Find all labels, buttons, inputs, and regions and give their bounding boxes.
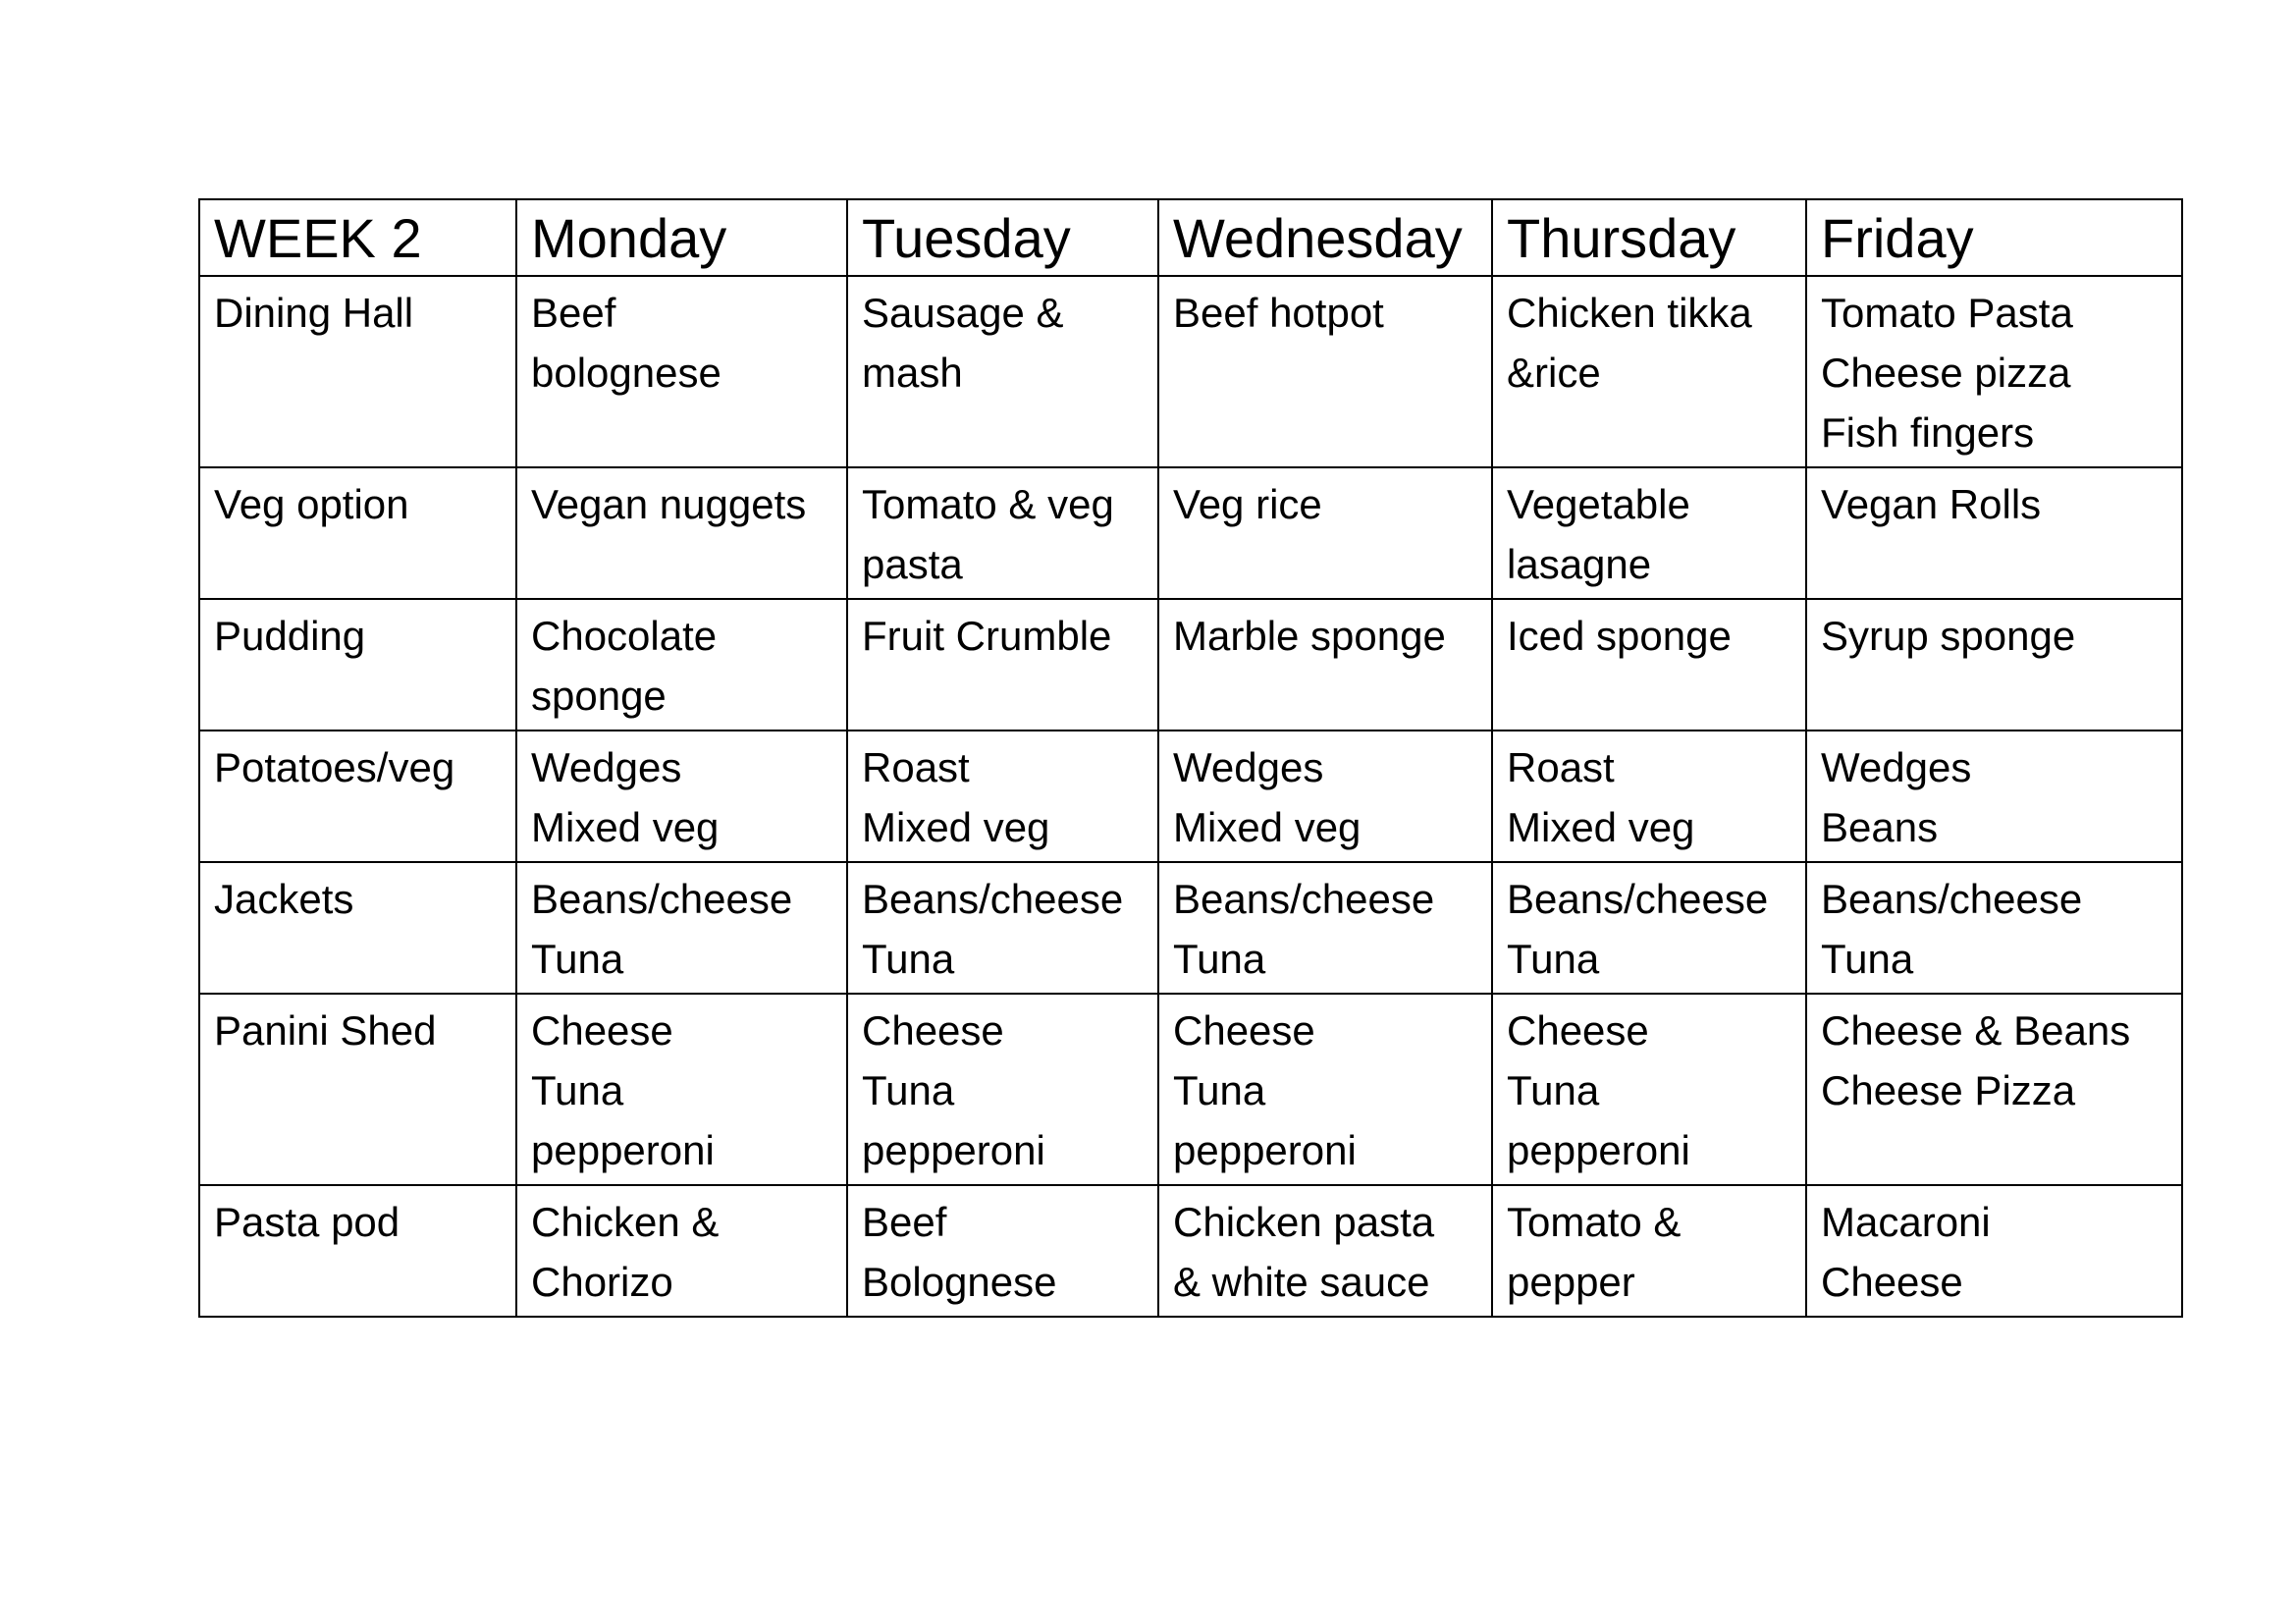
column-header-thursday: Thursday [1492,199,1806,276]
menu-cell-wednesday: Beef hotpot [1158,276,1492,467]
menu-cell-thursday: Iced sponge [1492,599,1806,731]
row-dining-hall [199,276,2182,467]
menu-cell-friday: Syrup sponge [1806,599,2182,731]
row-label: Jackets [199,862,516,994]
menu-cell-wednesday: Wedges Mixed veg [1158,731,1492,862]
row-veg-option [199,467,2182,599]
column-header-friday: Friday [1806,199,2182,276]
menu-cell-wednesday: Cheese Tuna pepperoni [1158,994,1492,1185]
column-header-wednesday: Wednesday [1158,199,1492,276]
menu-cell-monday: Wedges Mixed veg [516,731,847,862]
menu-cell-wednesday: Marble sponge [1158,599,1492,731]
row-label: Potatoes/veg [199,731,516,862]
row-pasta-pod [199,1185,2182,1317]
row-pudding [199,599,2182,731]
menu-cell-thursday: Cheese Tuna pepperoni [1492,994,1806,1185]
menu-cell-thursday: Chicken tikka &rice [1492,276,1806,467]
menu-cell-friday: Vegan Rolls [1806,467,2182,599]
menu-cell-tuesday: Tomato & veg pasta [847,467,1158,599]
row-panini-shed [199,994,2182,1185]
row-label: Pudding [199,599,516,731]
row-label: Dining Hall [199,276,516,467]
menu-cell-monday: Beans/cheese Tuna [516,862,847,994]
row-label: Pasta pod [199,1185,516,1317]
menu-cell-thursday: Beans/cheese Tuna [1492,862,1806,994]
menu-cell-tuesday: Roast Mixed veg [847,731,1158,862]
column-header-monday: Monday [516,199,847,276]
row-label: Veg option [199,467,516,599]
menu-cell-wednesday: Veg rice [1158,467,1492,599]
header-row [199,199,2182,276]
row-label: Panini Shed [199,994,516,1185]
menu-cell-tuesday: Sausage & mash [847,276,1158,467]
menu-cell-tuesday: Fruit Crumble [847,599,1158,731]
menu-cell-friday: Wedges Beans [1806,731,2182,862]
row-jackets [199,862,2182,994]
menu-cell-monday: Vegan nuggets [516,467,847,599]
menu-cell-wednesday: Beans/cheese Tuna [1158,862,1492,994]
menu-cell-tuesday: Beef Bolognese [847,1185,1158,1317]
row-potatoes-veg [199,731,2182,862]
menu-cell-friday: Cheese & Beans Cheese Pizza [1806,994,2182,1185]
menu-cell-wednesday: Chicken pasta & white sauce [1158,1185,1492,1317]
menu-cell-friday: Macaroni Cheese [1806,1185,2182,1317]
menu-cell-tuesday: Beans/cheese Tuna [847,862,1158,994]
menu-cell-thursday: Vegetable lasagne [1492,467,1806,599]
menu-cell-monday: Chicken & Chorizo [516,1185,847,1317]
week-label: WEEK 2 [199,199,516,276]
menu-cell-monday: Beef bolognese [516,276,847,467]
menu-cell-thursday: Tomato & pepper [1492,1185,1806,1317]
menu-cell-friday: Beans/cheese Tuna [1806,862,2182,994]
menu-cell-friday: Tomato Pasta Cheese pizza Fish fingers [1806,276,2182,467]
menu-cell-thursday: Roast Mixed veg [1492,731,1806,862]
weekly-menu-table [198,198,2183,1318]
menu-cell-tuesday: Cheese Tuna pepperoni [847,994,1158,1185]
menu-cell-monday: Chocolate sponge [516,599,847,731]
menu-cell-monday: Cheese Tuna pepperoni [516,994,847,1185]
column-header-tuesday: Tuesday [847,199,1158,276]
